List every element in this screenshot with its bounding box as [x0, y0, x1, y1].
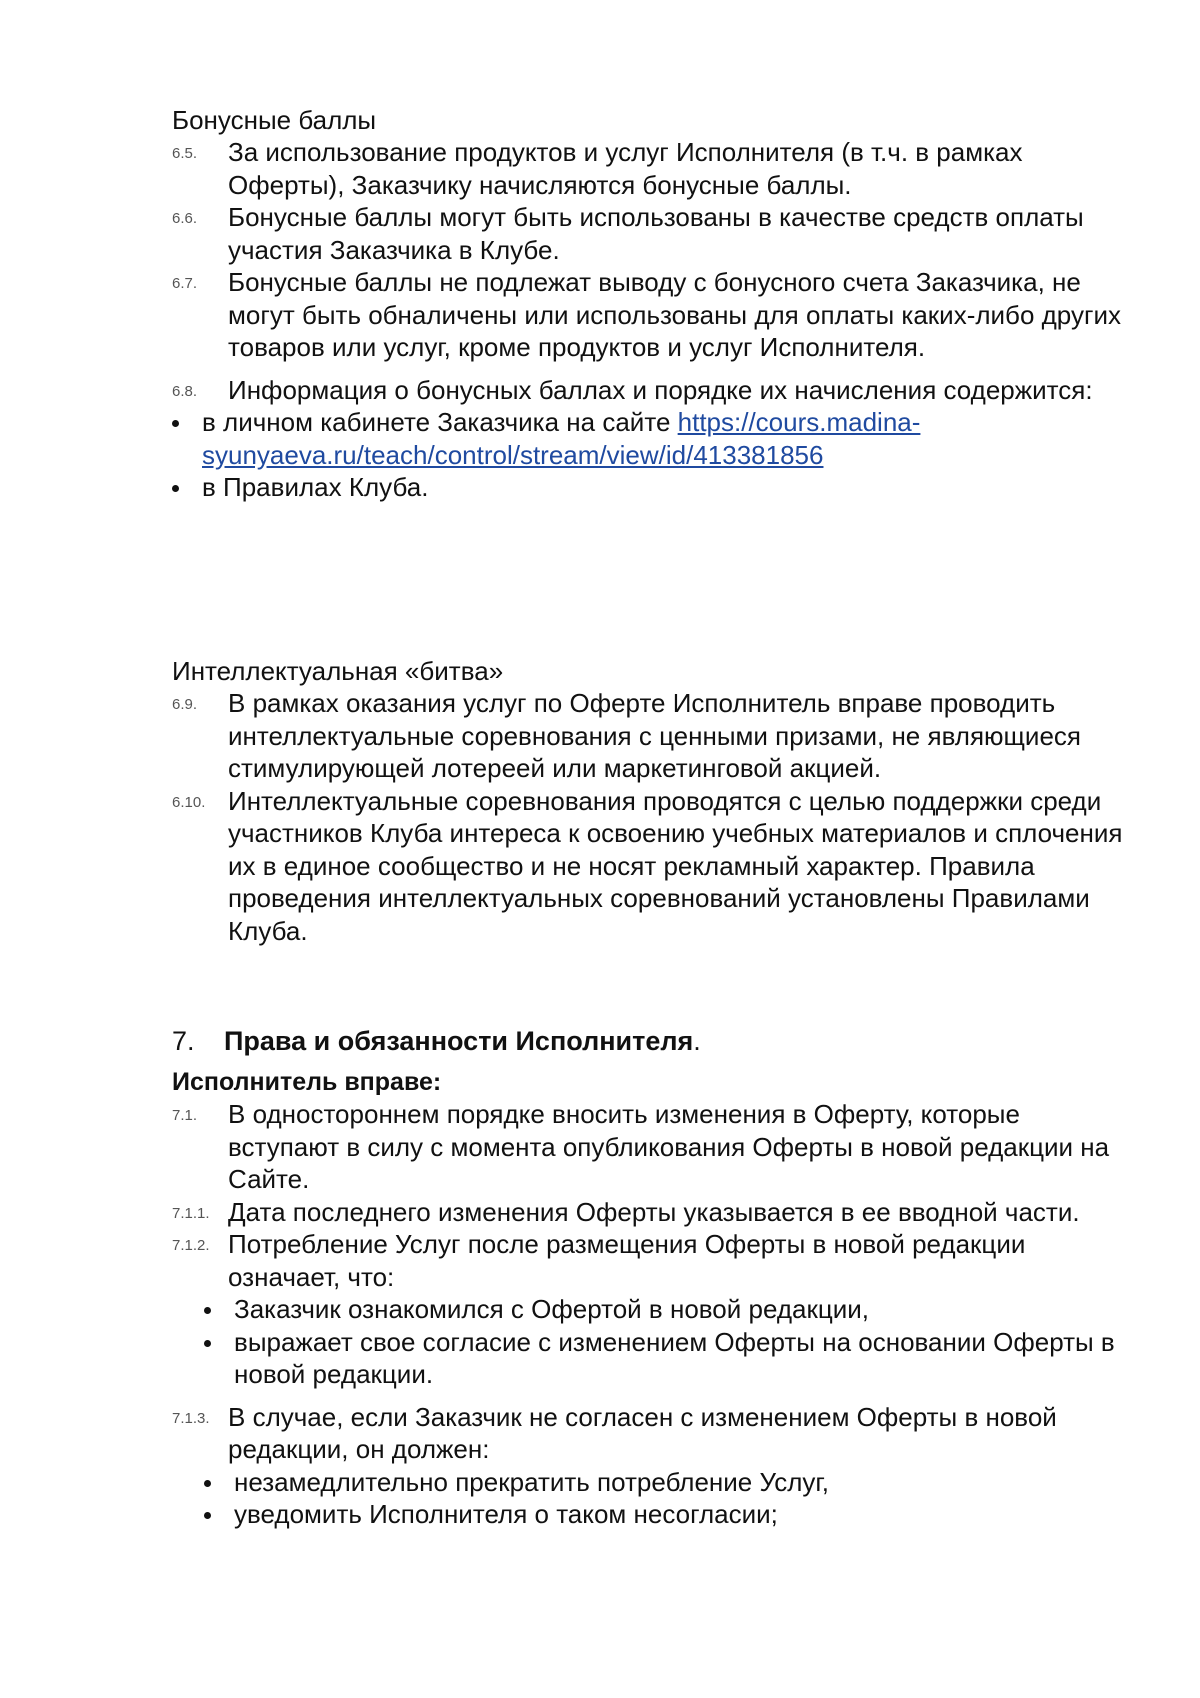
clause-7-1-1 [172, 1196, 1132, 1229]
bullet-icon [204, 1480, 211, 1487]
bullet-7-1-2-b [172, 1326, 1132, 1391]
section-number: 7. [172, 1026, 195, 1056]
bullet-text: в личном кабинете Заказчика на сайте [202, 407, 678, 437]
clause-number: 6.8. [172, 382, 198, 400]
clause-number: 6.6. [172, 210, 198, 227]
bonus-section [172, 104, 1132, 504]
clause-6-8 [172, 374, 1132, 407]
bonus-bullet-cabinet [168, 406, 1132, 471]
bullet-7-1-3-a [172, 1466, 1132, 1499]
bullet-text: в Правилах Клуба. [202, 472, 429, 502]
battle-heading: Интеллектуальная «битва» [172, 656, 504, 686]
clause-text: В одностороннем порядке вносить изменения в Оферту, которые вступают в силу с момента опубликования Оферты в новой редакции на Сайте. [228, 1099, 1110, 1194]
clause-number: 7.1.1. [172, 1204, 210, 1222]
clause-number: 7.1.2. [172, 1237, 210, 1254]
clause-number: 6.5. [172, 145, 198, 162]
clause-text: Потребление Услуг после размещения Оферты в новой редакции означает, что: [228, 1229, 1026, 1292]
bullet-icon [204, 1512, 211, 1519]
clause-number: 7.1.3. [172, 1409, 210, 1427]
bullet-icon [204, 1340, 211, 1347]
section-title-text: Права и обязанности Исполнителя [224, 1026, 694, 1056]
cabinet-link[interactable]: https://cours.madina-syunyaeva.ru/teach/control/stream/view/id/413381856 [202, 407, 921, 470]
clause-7-1-3 [172, 1401, 1132, 1466]
clause-number: 6.10. [172, 793, 206, 811]
clause-text: Бонусные баллы не подлежат выводу с бонусного счета Заказчика, не могут быть обналичены или использованы для оплаты каких-либо других товаров или услуг, кроме продуктов и услуг Исполнителя. [228, 267, 1121, 362]
clause-text: Дата последнего изменения Оферты указывается в ее вводной части. [228, 1196, 1080, 1227]
bullet-7-1-3-b [172, 1498, 1132, 1531]
section-7 [172, 1024, 1132, 1531]
clause-6-7 [172, 266, 1132, 364]
clause-number: 6.9. [172, 696, 198, 713]
clause-text: В рамках оказания услуг по Оферте Исполнитель вправе проводить интеллектуальные соревнования с ценными призами, не являющиеся стимулирующей лотереей или маркетинговой акцией. [228, 688, 1081, 783]
bullet-icon [172, 420, 179, 427]
bullet-text: Заказчик ознакомился с Офертой в новой редакции, [234, 1294, 870, 1324]
clause-6-6 [172, 201, 1132, 266]
clause-7-1 [172, 1098, 1132, 1196]
executor-rights-subheading: Исполнитель вправе: [172, 1068, 442, 1096]
section-7-title [172, 1024, 1132, 1058]
clause-text: Бонусные баллы могут быть использованы в качестве средств оплаты участия Заказчика в Клубе. [228, 202, 1084, 265]
bonus-heading: Бонусные баллы [172, 105, 377, 135]
battle-section [172, 655, 1132, 947]
clause-text: Интеллектуальные соревнования проводятся с целью поддержки среди участников Клуба интереса к освоению учебных материалов и сплочения их в единое сообщество и не носят рекламный характер. Правила проведения интеллектуальных соревнований установлены Правилами Клуба. [228, 785, 1123, 946]
bullet-text: выражает свое согласие с изменением Оферты на основании Оферты в новой редакции. [234, 1326, 1115, 1389]
bullet-icon [172, 485, 179, 492]
clause-6-9 [172, 687, 1132, 785]
clause-6-5 [172, 136, 1132, 201]
clause-6-10 [172, 785, 1132, 948]
clause-text: В случае, если Заказчик не согласен с изменением Оферты в новой редакции, он должен: [228, 1401, 1057, 1464]
clause-text: За использование продуктов и услуг Исполнителя (в т.ч. в рамках Оферты), Заказчику начисляются бонусные баллы. [228, 137, 1023, 200]
section-title-suffix: . [693, 1026, 701, 1056]
clause-text: Информация о бонусных баллах и порядке их начисления содержится: [228, 374, 1093, 405]
clause-number: 7.1. [172, 1107, 198, 1124]
clause-number: 6.7. [172, 275, 198, 292]
bonus-bullet-rules [168, 471, 1132, 504]
bullet-text: незамедлительно прекратить потребление Услуг, [234, 1466, 829, 1497]
bullet-icon [204, 1307, 211, 1314]
clause-7-1-2 [172, 1228, 1132, 1293]
bullet-text: уведомить Исполнителя о таком несогласии; [234, 1499, 778, 1529]
bullet-7-1-2-a [172, 1293, 1132, 1326]
